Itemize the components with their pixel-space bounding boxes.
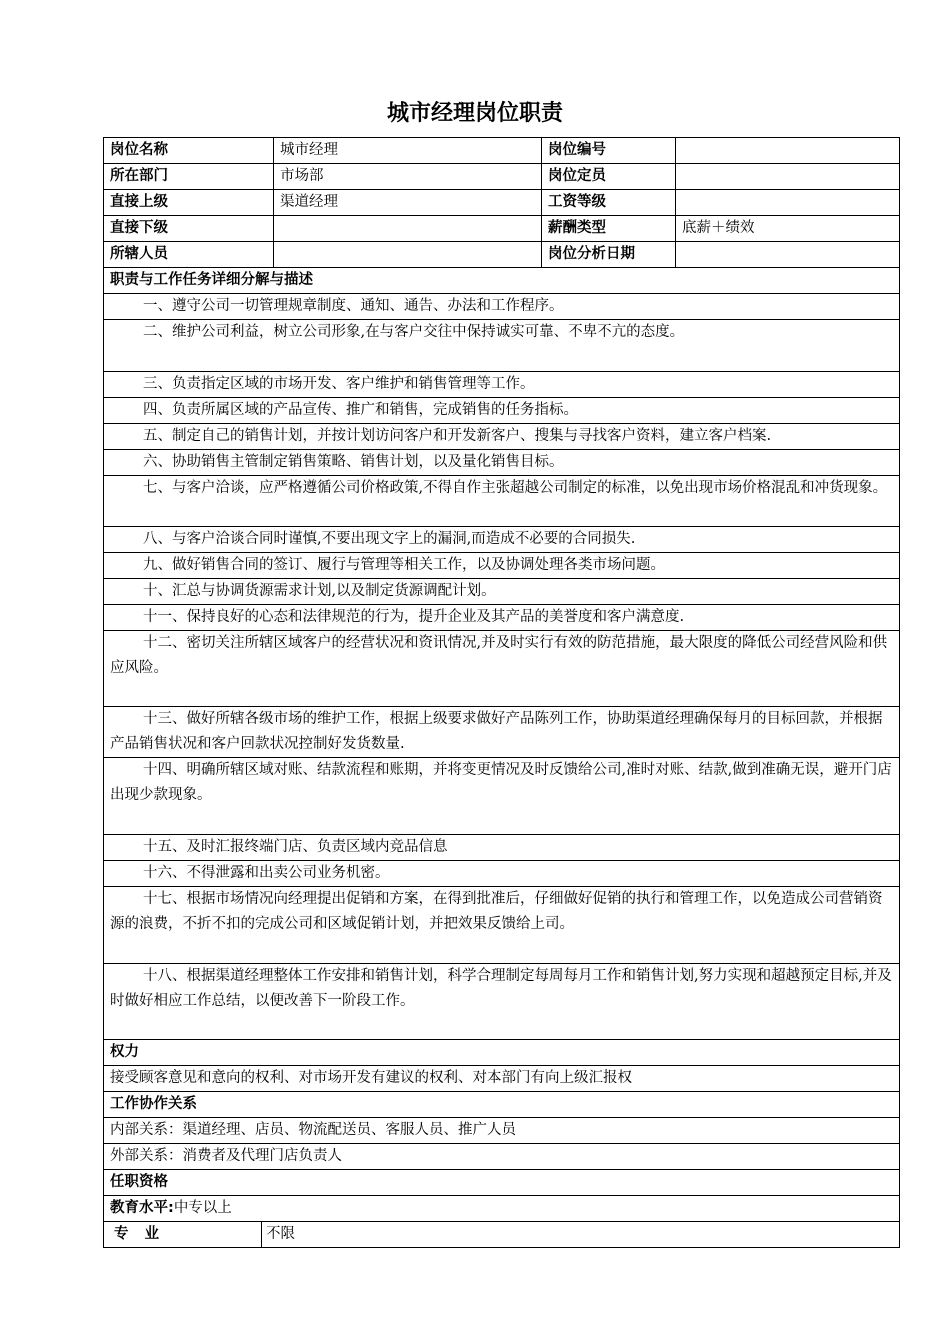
field-label: 工资等级 <box>542 190 676 216</box>
header-row <box>104 190 900 216</box>
major-value: 不限 <box>262 1222 900 1248</box>
header-row <box>104 138 900 164</box>
duty-item: 三、负责指定区域的市场开发、客户维护和销售管理等工作。 <box>104 372 900 398</box>
major-label-cell <box>104 1222 262 1248</box>
field-label: 岗位名称 <box>104 138 274 164</box>
field-label: 岗位分析日期 <box>542 242 676 268</box>
duty-item: 十四、明确所辖区域对账、结款流程和账期，并将变更情况及时反馈给公司,准时对账、结款,做到准确无误，避开门店出现少款现象。 <box>104 758 900 835</box>
duty-item: 十一、保持良好的心态和法律规范的行为，提升企业及其产品的美誉度和客户满意度. <box>104 605 900 631</box>
external-relations: 外部关系：消费者及代理门店负责人 <box>104 1144 900 1170</box>
duty-item: 一、遵守公司一切管理规章制度、通知、通告、办法和工作程序。 <box>104 294 900 320</box>
duty-item: 十六、不得泄露和出卖公司业务机密。 <box>104 861 900 887</box>
education-row <box>104 1196 900 1222</box>
field-label: 所辖人员 <box>104 242 274 268</box>
header-row <box>104 164 900 190</box>
duty-item: 十、汇总与协调货源需求计划,以及制定货源调配计划。 <box>104 579 900 605</box>
qualification-heading: 任职资格 <box>104 1170 900 1196</box>
duty-item: 十三、做好所辖各级市场的维护工作，根据上级要求做好产品陈列工作，协助渠道经理确保每月的目标回款，并根据产品销售状况和客户回款状况控制好发货数量. <box>104 707 900 758</box>
duty-item: 八、与客户洽谈合同时谨慎,不要出现文字上的漏洞,而造成不必要的合同损失. <box>104 527 900 553</box>
duty-item: 二、维护公司利益，树立公司形象,在与客户交往中保持诚实可靠、不卑不亢的态度。 <box>104 320 900 372</box>
field-label: 岗位定员 <box>542 164 676 190</box>
duty-item: 十五、及时汇报终端门店、负责区域内竞品信息 <box>104 835 900 861</box>
field-label: 直接下级 <box>104 216 274 242</box>
relations-heading: 工作协作关系 <box>104 1092 900 1118</box>
page-title: 城市经理岗位职责 <box>386 101 563 126</box>
duty-item: 十七、根据市场情况向经理提出促销和方案，在得到批准后，仔细做好促销的执行和管理工作，以免造成公司营销资源的浪费，不折不扣的完成公司和区域促销计划，并把效果反馈给上司。 <box>104 887 900 964</box>
internal-relations: 内部关系：渠道经理、店员、物流配送员、客服人员、推广人员 <box>104 1118 900 1144</box>
duty-item: 十二、密切关注所辖区域客户的经营状况和资讯情况,并及时实行有效的防范措施，最大限度的降低公司经营风险和供应风险。 <box>104 631 900 707</box>
duty-item: 九、做好销售合同的签订、履行与管理等相关工作，以及协调处理各类市场问题。 <box>104 553 900 579</box>
duty-item: 十八、根据渠道经理整体工作安排和销售计划，科学合理制定每周每月工作和销售计划,努力实现和超越预定目标,并及时做好相应工作总结，以便改善下一阶段工作。 <box>104 964 900 1040</box>
header-row <box>104 242 900 268</box>
field-value <box>676 138 900 164</box>
field-value: 城市经理 <box>274 138 542 164</box>
field-value: 市场部 <box>274 164 542 190</box>
field-label: 直接上级 <box>104 190 274 216</box>
header-row <box>104 216 900 242</box>
job-description-table <box>103 137 900 1248</box>
field-value <box>676 190 900 216</box>
field-label: 岗位编号 <box>542 138 676 164</box>
education-value: 中专以上 <box>173 1200 232 1216</box>
duties-heading: 职责与工作任务详细分解与描述 <box>104 268 900 294</box>
duty-item: 七、与客户洽谈，应严格遵循公司价格政策,不得自作主张超越公司制定的标准，以免出现市场价格混乱和冲货现象。 <box>104 476 900 527</box>
field-value <box>676 242 900 268</box>
field-label: 所在部门 <box>104 164 274 190</box>
field-value: 底薪＋绩效 <box>676 216 900 242</box>
field-value <box>676 164 900 190</box>
field-value <box>274 216 542 242</box>
major-label: 专业 <box>114 1226 175 1242</box>
duty-item: 六、协助销售主管制定销售策略、销售计划，以及量化销售目标。 <box>104 450 900 476</box>
field-label: 薪酬类型 <box>542 216 676 242</box>
power-heading: 权力 <box>104 1040 900 1066</box>
duty-item: 四、负责所属区域的产品宣传、推广和销售，完成销售的任务指标。 <box>104 398 900 424</box>
field-value <box>274 242 542 268</box>
duty-item: 五、制定自己的销售计划，并按计划访问客户和开发新客户、搜集与寻找客户资料，建立客户档案. <box>104 424 900 450</box>
power-text: 接受顾客意见和意向的权利、对市场开发有建议的权利、对本部门有向上级汇报权 <box>104 1066 900 1092</box>
field-value: 渠道经理 <box>274 190 542 216</box>
education-label: 教育水平: <box>110 1200 174 1216</box>
